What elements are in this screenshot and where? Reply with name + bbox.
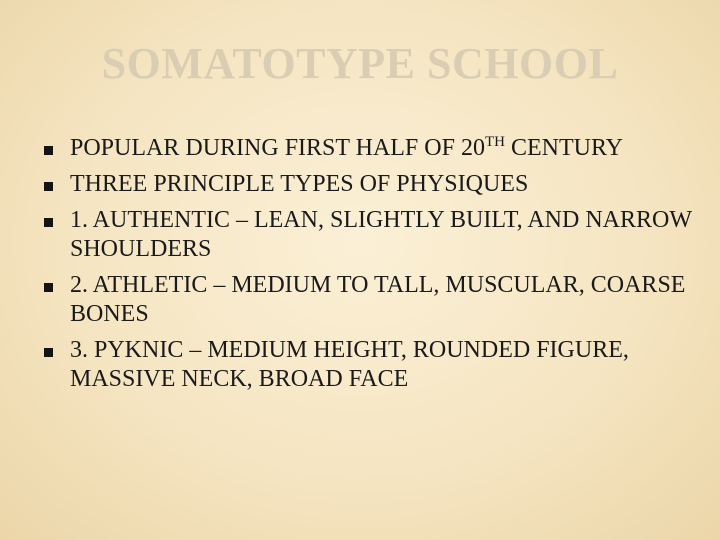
bullet-text: 2. ATHLETIC – MEDIUM TO TALL, MUSCULAR, COARSE BONES — [70, 272, 686, 327]
square-bullet-icon — [44, 182, 53, 191]
square-bullet-icon — [44, 146, 53, 155]
bullet-item-4 — [44, 271, 694, 329]
slide-title: SOMATOTYPE SCHOOL — [101, 39, 619, 88]
bullet-list — [44, 134, 694, 401]
bullet-item-5 — [44, 336, 694, 394]
bullet-text: 3. PYKNIC – MEDIUM HEIGHT, ROUNDED FIGURE, MASSIVE NECK, BROAD FACE — [70, 337, 629, 392]
square-bullet-icon — [44, 218, 53, 227]
superscript-text: TH — [484, 134, 505, 150]
square-bullet-icon — [44, 348, 53, 357]
bullet-item-2 — [44, 170, 694, 199]
bullet-item-3 — [44, 206, 694, 264]
square-bullet-icon — [44, 283, 53, 292]
bullet-item-1 — [44, 134, 694, 163]
bullet-text: POPULAR DURING FIRST HALF OF 20 — [70, 135, 485, 161]
bullet-text: THREE PRINCIPLE TYPES OF PHYSIQUES — [70, 171, 529, 197]
bullet-text-tail: CENTURY — [504, 135, 623, 161]
bullet-text: 1. AUTHENTIC – LEAN, SLIGHTLY BUILT, AND NARROW SHOULDERS — [70, 207, 692, 262]
